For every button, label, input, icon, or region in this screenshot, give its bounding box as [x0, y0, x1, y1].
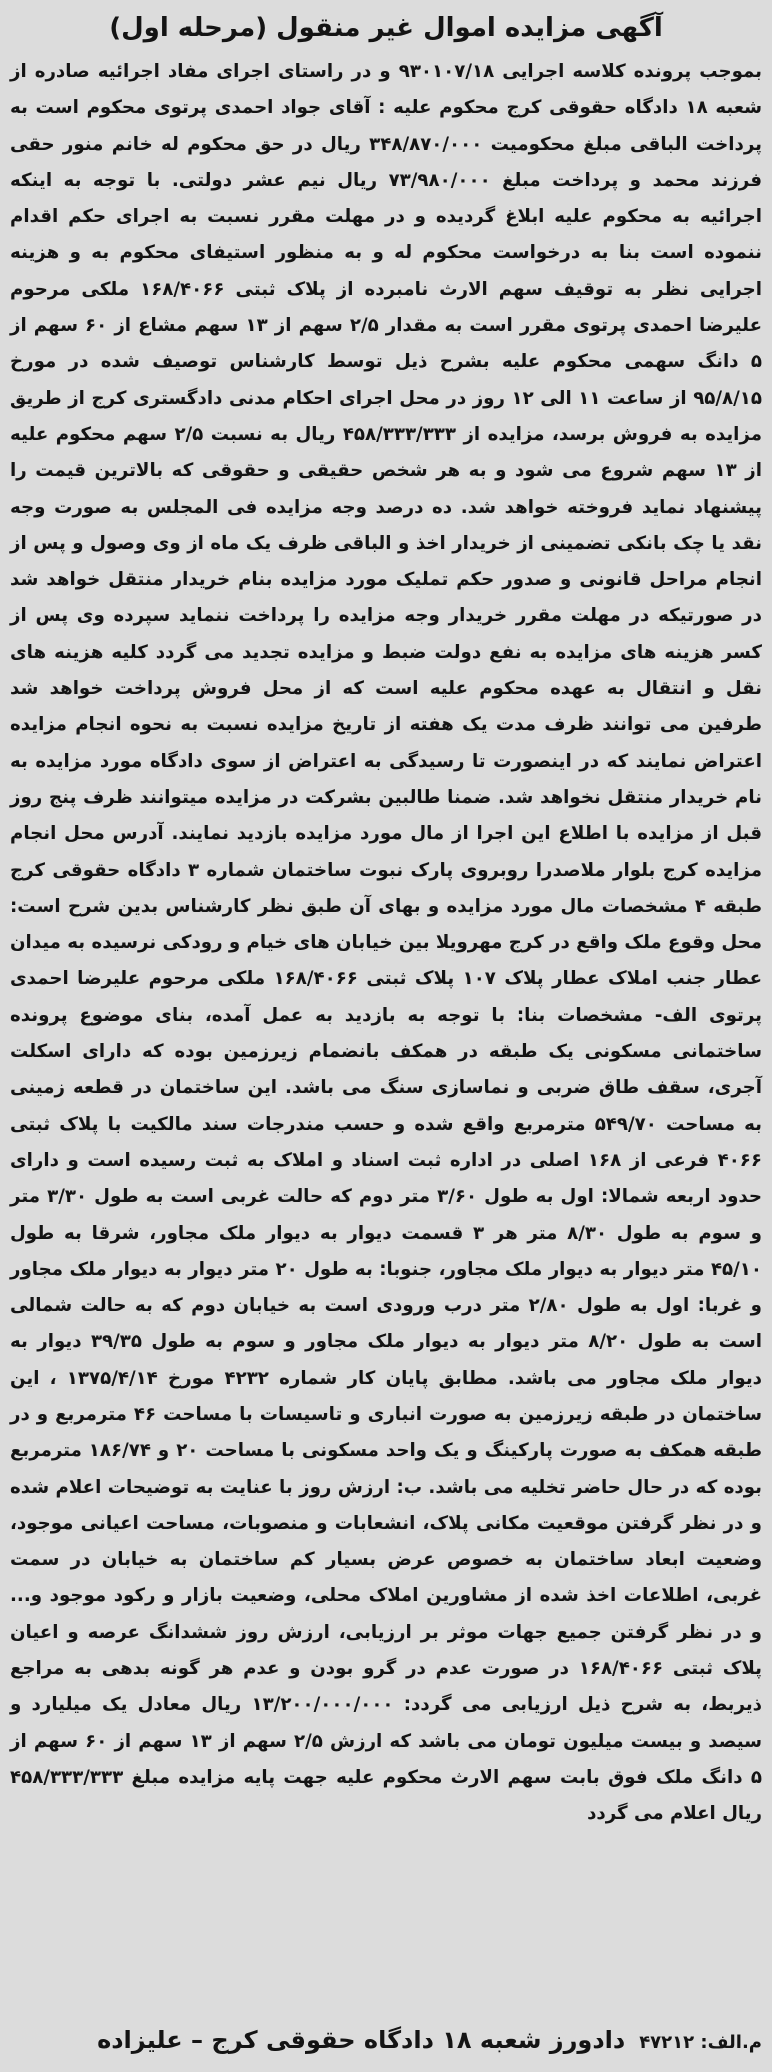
signature-line: دادورز شعبه ۱۸ دادگاه حقوقی کرج – علیزاده: [97, 2026, 626, 2054]
notice-body: بموجب پرونده کلاسه اجرایی ۹۳۰۱۰۷/۱۸ و در راستای اجرای مفاد اجرائیه صادره از شعبه ۱۸ دادگاه حقوقی کرج محکوم علیه : آقای جواد احمدی پرتوی محکوم است به پرداخت الباقی مبلغ محکومیت ۳۴۸/۸۷۰/۰۰۰ ریال در حق محکوم له خانم منور حقی فرزند محمد و پرداخت مبلغ ۷۳/۹۸۰/۰۰۰ ریال نیم عشر دولتی. با توجه به اینکه اجرائیه به محکوم علیه ابلاغ گردیده و در مهلت مقرر نسبت به اجرای حکم اقدام ننموده است بنا به درخواست محکوم له و به منظور استیفای محکوم به و هزینه اجرایی نظر به توقیف سهم الارث نامبرده از پلاک ثبتی ۱۶۸/۴۰۶۶ ملکی مرحوم علیرضا احمدی پرتوی مقرر است به مقدار ۲/۵ سهم از ۱۳ سهم مشاع از ۶۰ سهم از ۵ دانگ سهمی محکوم علیه بشرح ذیل توسط کارشناس توصیف شده در مورخ ۹۵/۸/۱۵ از ساعت ۱۱ الی ۱۲ روز در محل اجرای احکام مدنی دادگستری کرج از طریق مزایده به فروش برسد، مزایده از ۴۵۸/۳۳۳/۳۳۳ ریال به نسبت ۲/۵ سهم محکوم علیه از ۱۳ سهم شروع می شود و به هر شخص حقیقی و حقوقی که بالاترین قیمت را پیشنهاد نماید فروخته خواهد شد. ده درصد وجه مزایده فی المجلس به صورت وجه نقد یا چک بانکی تضمینی از خریدار اخذ و الباقی ظرف یک ماه از وی وصول و پس از انجام مراحل قانونی و صدور حکم تملیک مورد مزایده بنام خریدار منتقل خواهد شد در صورتیکه در مهلت مقرر خریدار وجه مزایده را پرداخت ننماید سپرده وی پس از کسر هزینه های مزایده به نفع دولت ضبط و مزایده تجدید می گردد کلیه هزینه های نقل و انتقال به عهده محکوم علیه است که از محل فروش پرداخت خواهد شد طرفین می توانند ظرف مدت یک هفته از تاریخ مزایده نسبت به نحوه انجام مزایده اعتراض نمایند که در اینصورت تا رسیدگی به اعتراض از سوی دادگاه مورد مزایده به نام خریدار منتقل نخواهد شد. ضمنا طالبین بشرکت در مزایده میتوانند ظرف پنج روز قبل از مزایده با اطلاع این اجرا از مال مورد مزایده بازدید نمایند. آدرس محل انجام مزایده کرج بلوار ملاصدرا روبروی پارک نبوت ساختمان شماره ۳ دادگاه حقوقی کرج طبقه ۴ مشخصات مال مورد مزایده و بهای آن طبق نظر کارشناس بدین شرح است: محل وقوع ملک واقع در کرج مهرویلا بین خیابان های خیام و رودکی نرسیده به میدان عطار جنب املاک عطار پلاک ۱۰۷ پلاک ثبتی ۱۶۸/۴۰۶۶ ملکی مرحوم علیرضا احمدی پرتوی الف- مشخصات بنا: با توجه به بازدید به عمل آمده، بنای موضوع پرونده ساختمانی مسکونی یک طبقه در همکف بانضمام زیرزمین بوده که دارای اسکلت آجری، سقف طاق ضربی و نماسازی سنگ می باشد. این ساختمان در قطعه زمینی به مساحت ۵۴۹/۷۰ مترمربع واقع شده و حسب مندرجات سند مالکیت با پلاک ثبتی ۴۰۶۶ فرعی از ۱۶۸ اصلی در اداره ثبت اسناد و املاک به ثبت رسیده است و دارای حدود اربعه شمالا: اول به طول ۳/۶۰ متر دوم که حالت غربی است به طول ۳/۳۰ متر و سوم به طول ۸/۳۰ متر هر ۳ قسمت دیوار به دیوار ملک مجاور، شرقا به طول ۴۵/۱۰ متر دیوار به دیوار ملک مجاور، جنوبا: به طول ۲۰ متر دیوار به دیوار ملک مجاور و غربا: اول به طول ۲/۸۰ متر درب ورودی است به خیابان دوم که به حالت شمالی است به طول ۸/۲۰ متر دیوار به دیوار ملک مجاور و سوم به طول ۳۹/۳۵ دیوار به دیوار ملک مجاور می باشد. مطابق پایان کار شماره ۴۲۳۲ مورخ ۱۳۷۵/۴/۱۴ ، این ساختمان در طبقه زیرزمین به صورت انباری و تاسیسات با مساحت ۴۶ مترمربع و در طبقه همکف به صورت پارکینگ و یک واحد مسکونی با مساحت ۲۰ و ۱۸۶/۷۴ مترمربع بوده که در حال حاضر تخلیه می باشد. ب: ارزش روز با عنایت به توضیحات اعلام شده و در نظر گرفتن موقعیت مکانی پلاک، انشعابات و منصوبات، مساحت اعیانی موجود، وضعیت ابعاد ساختمان به خصوص عرض بسیار کم ساختمان به خیابان در سمت غربی، اطلاعات اخذ شده از مشاورین املاک محلی، وضعیت بازار و رکود موجود و... و در نظر گرفتن جمیع جهات موثر بر ارزیابی، ارزش روز ششدانگ عرصه و اعیان پلاک ثبتی ۱۶۸/۴۰۶۶ در صورت عدم در گرو بودن و عدم هر گونه بدهی به مراجع ذیربط، به شرح ذیل ارزیابی می گردد: ۱۳/۲۰۰/۰۰۰/۰۰۰ ریال معادل یک میلیارد و سیصد و بیست میلیون تومان می باشد که ارزش ۲/۵ سهم از ۱۳ سهم از ۶۰ سهم از ۵ دانگ ملک فوق بابت سهم الارث محکوم علیه جهت پایه مزایده مبلغ ۴۵۸/۳۳۳/۳۳۳ ریال اعلام می گردد: [10, 61, 763, 1825]
reference-code: م.الف: ۴۷۲۱۲: [639, 2032, 762, 2053]
notice-footer: [10, 2025, 762, 2058]
notice-title: آگهی مزایده اموال غیر منقول (مرحله اول): [109, 13, 663, 43]
